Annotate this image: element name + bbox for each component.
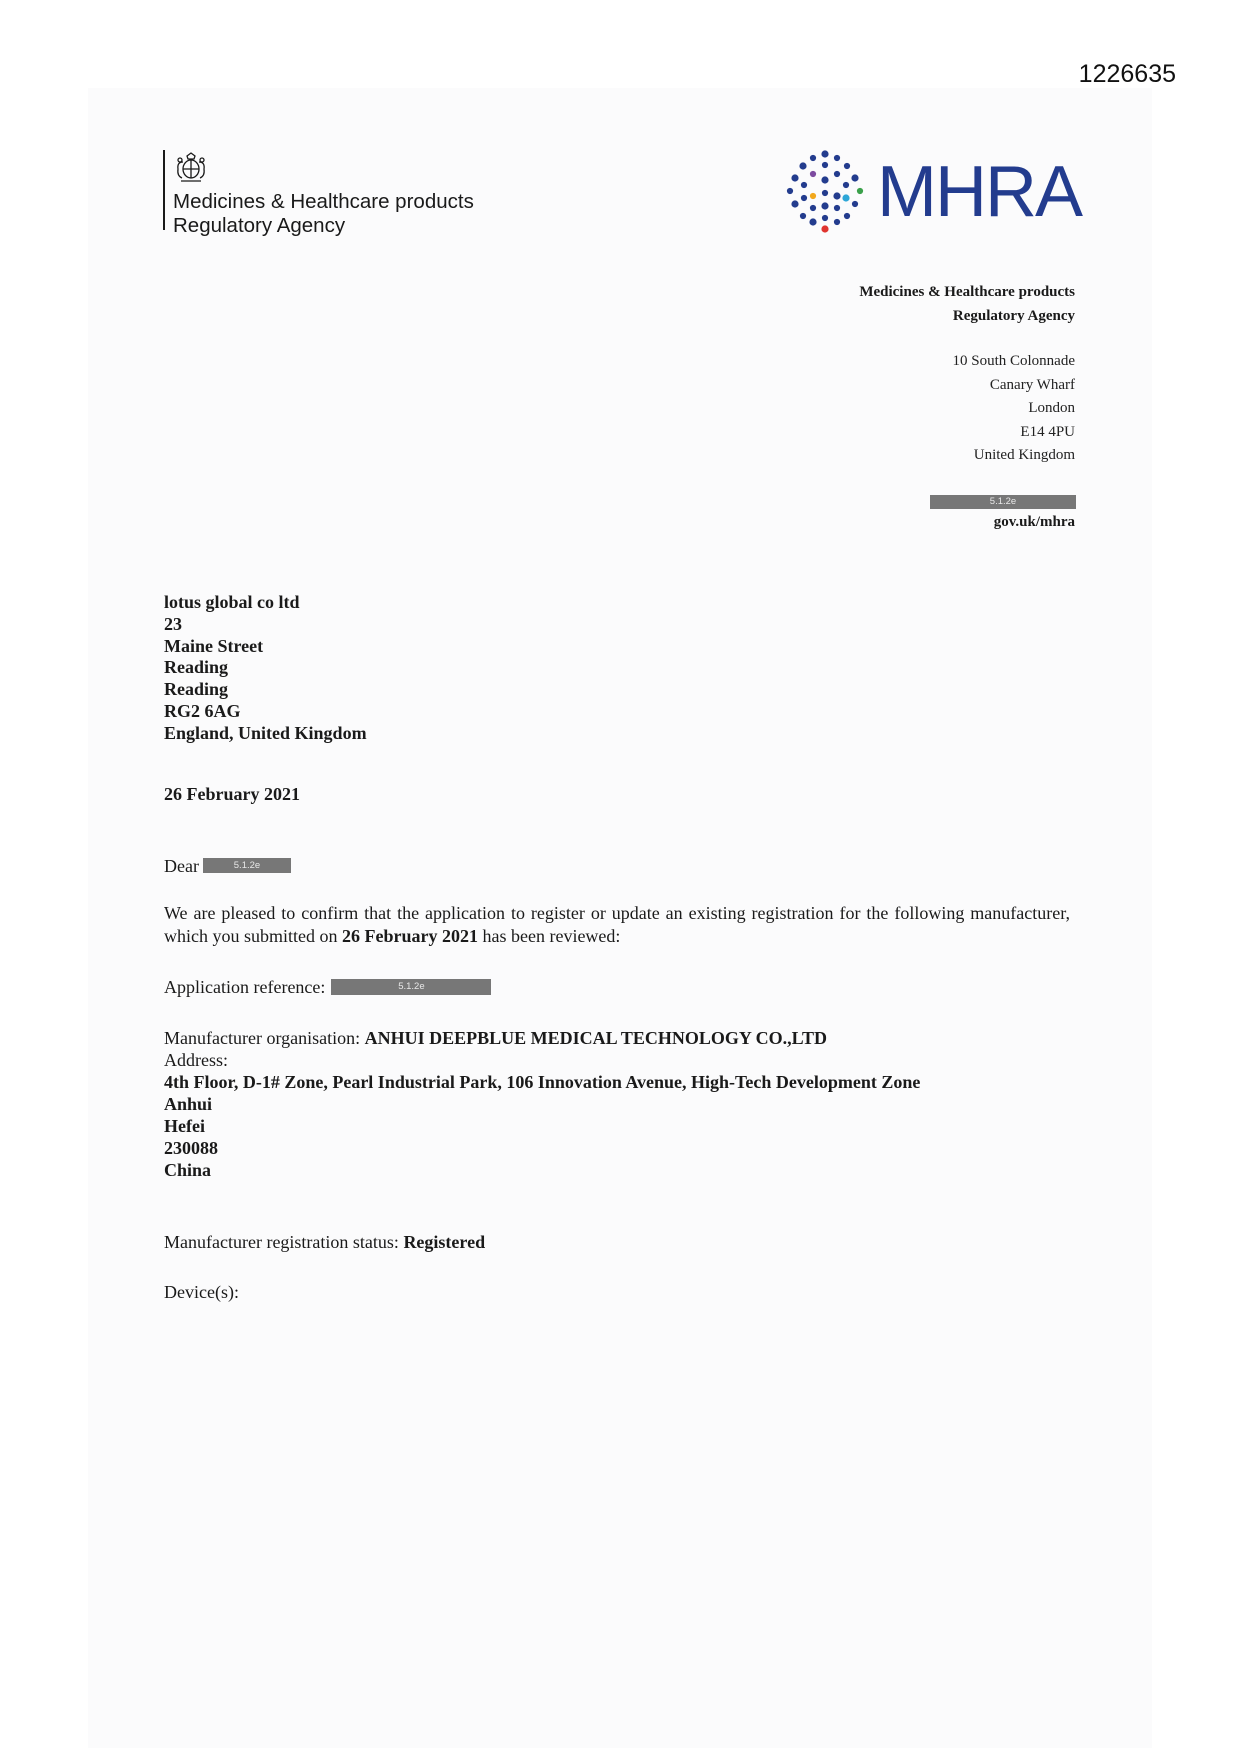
- mhra-dot: [810, 205, 816, 211]
- manufacturer-address-line: Hefei: [164, 1116, 205, 1136]
- government-agency-logo: [163, 150, 474, 237]
- mhra-dot: [809, 218, 816, 225]
- recipient-line: lotus global co ltd: [164, 592, 300, 612]
- mhra-dot: [821, 225, 828, 232]
- mhra-dot: [857, 188, 863, 194]
- mhra-dot: [822, 162, 828, 168]
- mhra-dot: [822, 215, 828, 221]
- letter-date: 26 February 2021: [164, 784, 300, 804]
- royal-crest-icon: [173, 152, 209, 184]
- sender-name: [859, 280, 1075, 328]
- manufacturer-org-name: ANHUI DEEPBLUE MEDICAL TECHNOLOGY CO.,LTD: [364, 1028, 828, 1048]
- mhra-dot: [810, 171, 816, 177]
- sender-address-line: United Kingdom: [973, 447, 1075, 463]
- mhra-dot: [810, 193, 816, 199]
- redacted-name: 5.1.2e: [203, 858, 291, 873]
- registration-status: [164, 1232, 485, 1253]
- recipient-line: Maine Street: [164, 635, 264, 656]
- sender-address: [953, 350, 1076, 468]
- website-link[interactable]: gov.uk/mhra: [993, 514, 1075, 530]
- mhra-dot: [834, 155, 840, 161]
- mhra-dot: [787, 188, 793, 194]
- recipient-line: 23: [164, 613, 182, 634]
- intro-date: 26 February 2021: [342, 926, 478, 946]
- sender-name-line-2: Regulatory Agency: [952, 308, 1075, 324]
- intro-text-end: has been reviewed:: [477, 926, 621, 946]
- mhra-dot: [852, 201, 858, 207]
- document-number: 1226635: [1078, 60, 1176, 88]
- mhra-dot: [821, 150, 828, 157]
- recipient-line: Reading: [164, 657, 229, 678]
- salutation-text: Dear: [164, 856, 199, 876]
- intro-paragraph: [164, 902, 1070, 948]
- mhra-dot: [821, 202, 828, 209]
- application-reference: [164, 977, 491, 998]
- devices-label: Device(s):: [164, 1282, 239, 1302]
- mhra-dot: [800, 213, 806, 219]
- mhra-dot: [842, 194, 849, 201]
- sender-address-line: Canary Wharf: [989, 376, 1075, 393]
- mhra-dot: [843, 182, 849, 188]
- mhra-dots-icon: [782, 148, 868, 234]
- manufacturer-address-line: 230088: [164, 1138, 218, 1158]
- manufacturer-address-line: 4th Floor, D-1# Zone, Pearl Industrial Park, 106 Innovation Avenue, High-Tech Development Zone: [164, 1072, 921, 1092]
- mhra-wordmark: MHRA: [877, 152, 1081, 232]
- mhra-dot: [799, 162, 806, 169]
- mhra-dot: [791, 174, 798, 181]
- manufacturer-address-line: Anhui: [164, 1094, 213, 1114]
- status-value: Registered: [403, 1232, 486, 1252]
- address-label: Address:: [164, 1050, 228, 1070]
- mhra-dot: [834, 205, 840, 211]
- mhra-dot: [791, 200, 798, 207]
- manufacturer-org-label: Manufacturer organisation:: [164, 1028, 361, 1048]
- mhra-dot: [810, 155, 816, 161]
- manufacturer-address-line: China: [164, 1160, 212, 1180]
- intro-text: We are pleased to confirm that the application to register or update an existing registration for the following manufacturer, which you submitted on: [164, 903, 1070, 946]
- mhra-dot: [834, 171, 840, 177]
- mhra-dot: [821, 176, 828, 183]
- mhra-dot: [834, 219, 840, 225]
- mhra-dot: [844, 213, 850, 219]
- mhra-dot: [833, 192, 840, 199]
- recipient-line: Reading: [164, 679, 229, 700]
- sender-name-line-1: Medicines & Healthcare products: [859, 284, 1075, 300]
- sender-address-line: 10 South Colonnade: [952, 353, 1075, 369]
- redacted-reference: 5.1.2e: [331, 979, 491, 995]
- manufacturer-details: [164, 1027, 920, 1181]
- mhra-dot: [801, 182, 807, 188]
- agency-logo-line-2: Regulatory Agency: [173, 214, 346, 237]
- mhra-dot: [822, 190, 828, 196]
- mhra-dot: [851, 174, 858, 181]
- recipient-line: RG2 6AG: [164, 700, 241, 721]
- redacted-contact: 5.1.2e: [930, 495, 1076, 509]
- salutation: [164, 856, 291, 877]
- mhra-dot: [844, 163, 850, 169]
- sender-address-line: E14 4PU: [1020, 423, 1075, 440]
- agency-logo-line-1: Medicines & Healthcare products: [173, 190, 474, 213]
- recipient-line: England, United Kingdom: [164, 722, 367, 743]
- status-label: Manufacturer registration status:: [164, 1232, 399, 1252]
- sender-address-line: London: [1028, 400, 1075, 416]
- mhra-logo: [782, 148, 1082, 238]
- app-ref-label: Application reference:: [164, 977, 326, 997]
- recipient-address: [164, 592, 367, 745]
- mhra-dot: [801, 195, 807, 201]
